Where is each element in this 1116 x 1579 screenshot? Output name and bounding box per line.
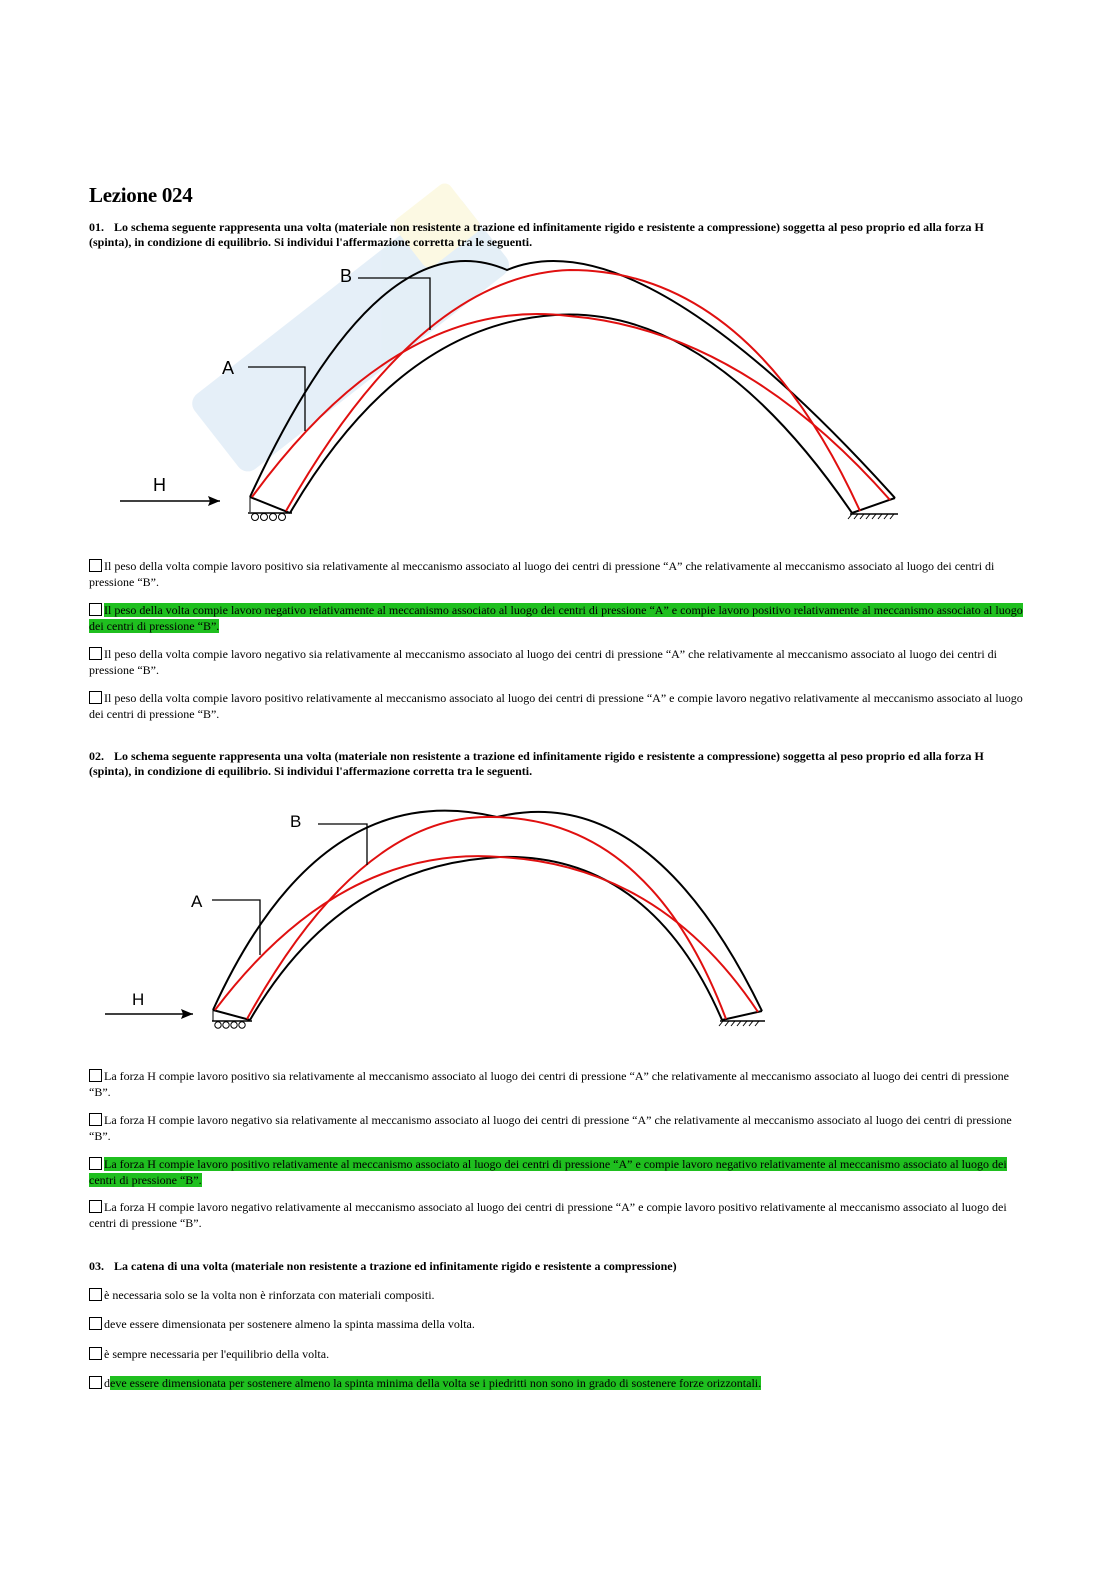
q2-option-2-text: La forza H compie lavoro negativo sia relativamente al meccanismo associato al luogo dei centri di pressione “A” che relativamente al meccanismo associato al luogo dei centri di pressione “B”. — [89, 1113, 1012, 1143]
q3-option-3-text: è sempre necessaria per l'equilibrio della volta. — [104, 1347, 330, 1361]
q2-option-1-text: La forza H compie lavoro positivo sia relativamente al meccanismo associato al luogo dei centri di pressione “A” che relativamente al meccanismo associato al luogo dei centri di pressione “B”. — [89, 1069, 1010, 1099]
question-1-figure — [100, 255, 920, 535]
q3-option-2-text: deve essere dimensionata per sostenere almeno la spinta massima della volta. — [104, 1317, 475, 1331]
arch-intrados — [250, 857, 722, 1020]
q1-option-2-text-highlighted: Il peso della volta compie lavoro negativo relativamente al meccanismo associato al luogo dei centri di pressione “A” e compie lavoro positivo relativamente al meccanismo associato al luogo dei centri di pressione “B”. — [89, 603, 1023, 633]
q3-option-4-checkbox[interactable] — [89, 1376, 102, 1389]
label-a: A — [222, 358, 235, 378]
q2-option-1-checkbox[interactable] — [89, 1069, 102, 1082]
label-b: B — [340, 266, 353, 286]
q3-option-2[interactable] — [89, 1316, 1029, 1332]
q1-option-4-text: Il peso della volta compie lavoro positivo relativamente al meccanismo associato al luogo dei centri di pressione “A” e compie lavoro negativo relativamente al meccanismo associato al luogo dei centri di pressione “B”. — [89, 691, 1023, 721]
q1-option-4-checkbox[interactable] — [89, 691, 102, 704]
q1-option-2-checkbox[interactable] — [89, 603, 102, 616]
arch-extrados — [250, 261, 895, 498]
q1-option-3-text: Il peso della volta compie lavoro negativo sia relativamente al meccanismo associato al luogo dei centri di pressione “A” che relativamente al meccanismo associato al luogo dei centri di pressione “B”. — [89, 647, 998, 677]
question-1 — [89, 220, 1029, 250]
q2-option-1[interactable] — [89, 1068, 1029, 1100]
fixed-support — [719, 1021, 765, 1026]
q3-option-1-checkbox[interactable] — [89, 1288, 102, 1301]
q1-option-1-text: Il peso della volta compie lavoro positivo sia relativamente al meccanismo associato al luogo dei centri di pressione “A” che relativamente al meccanismo associato al luogo dei centri di pressione “B”. — [89, 559, 995, 589]
q2-option-2[interactable] — [89, 1112, 1029, 1144]
q2-option-3-text-highlighted: La forza H compie lavoro positivo relativamente al meccanismo associato al luogo dei centri di pressione “A” e compie lavoro negativo relativamente al meccanismo associato al luogo dei centri di pressione “B”. — [89, 1157, 1007, 1187]
q2-option-2-checkbox[interactable] — [89, 1113, 102, 1126]
q3-option-4-text-highlighted: eve essere dimensionata per sostenere almeno la spinta minima della volta se i piedritti non sono in grado di sostenere forze orizzontali. — [110, 1376, 762, 1390]
q3-option-1-text: è necessaria solo se la volta non è rinforzata con materiali compositi. — [104, 1288, 435, 1302]
q2-option-3-checkbox[interactable] — [89, 1157, 102, 1170]
q3-option-1[interactable] — [89, 1287, 1029, 1303]
question-1-text: Lo schema seguente rappresenta una volta (materiale non resistente a trazione ed infinitamente rigido e resistente a compressione) soggetta al peso proprio ed alla forza H (spinta), in condizione di equilibrio. Si individui l'affermazione corretta tra le seguenti. — [89, 220, 984, 249]
leader-b — [358, 278, 430, 330]
label-a: A — [191, 892, 203, 911]
label-h: H — [153, 475, 166, 495]
q1-option-1[interactable] — [89, 558, 1029, 590]
q3-option-2-checkbox[interactable] — [89, 1317, 102, 1330]
question-2-text: Lo schema seguente rappresenta una volta (materiale non resistente a trazione ed infinitamente rigido e resistente a compressione) soggetta al peso proprio ed alla forza H (spinta), in condizione di equilibrio. Si individui l'affermazione corretta tra le seguenti. — [89, 749, 984, 778]
q3-option-3-checkbox[interactable] — [89, 1347, 102, 1360]
page-title: Lezione 024 — [89, 183, 193, 207]
q3-option-4[interactable] — [89, 1375, 1029, 1391]
arch-extrados — [213, 811, 762, 1011]
q1-option-3-checkbox[interactable] — [89, 647, 102, 660]
q1-option-2[interactable] — [89, 602, 1029, 634]
arch-intrados — [290, 315, 852, 513]
leader-a — [212, 900, 260, 955]
q2-option-4-text: La forza H compie lavoro negativo relativamente al meccanismo associato al luogo dei centri di pressione “A” e compie lavoro positivo relativamente al meccanismo associato al luogo dei centri di pressione “B”. — [89, 1200, 1007, 1230]
fixed-support — [848, 514, 898, 519]
question-2-number: 02. — [89, 749, 104, 763]
question-3-text: La catena di una volta (materiale non resistente a trazione ed infinitamente rigido e resistente a compressione) — [114, 1259, 677, 1273]
label-b: B — [290, 812, 302, 831]
question-2-figure — [90, 805, 810, 1035]
q2-option-3[interactable] — [89, 1156, 1029, 1188]
question-3 — [89, 1259, 1029, 1274]
pressure-line-a — [252, 314, 890, 500]
q3-option-3[interactable] — [89, 1346, 1029, 1362]
question-2 — [89, 749, 1029, 779]
q1-option-4[interactable] — [89, 690, 1029, 722]
leader-a — [248, 367, 305, 431]
q3-option-4-text-prefix: d — [104, 1376, 110, 1390]
pressure-line-b — [247, 817, 726, 1019]
question-3-number: 03. — [89, 1259, 104, 1273]
q2-option-4-checkbox[interactable] — [89, 1200, 102, 1213]
q1-option-3[interactable] — [89, 646, 1029, 678]
q2-option-4[interactable] — [89, 1199, 1029, 1231]
label-h: H — [132, 990, 145, 1009]
question-1-number: 01. — [89, 220, 104, 234]
roller-support — [248, 497, 292, 521]
q1-option-1-checkbox[interactable] — [89, 559, 102, 572]
